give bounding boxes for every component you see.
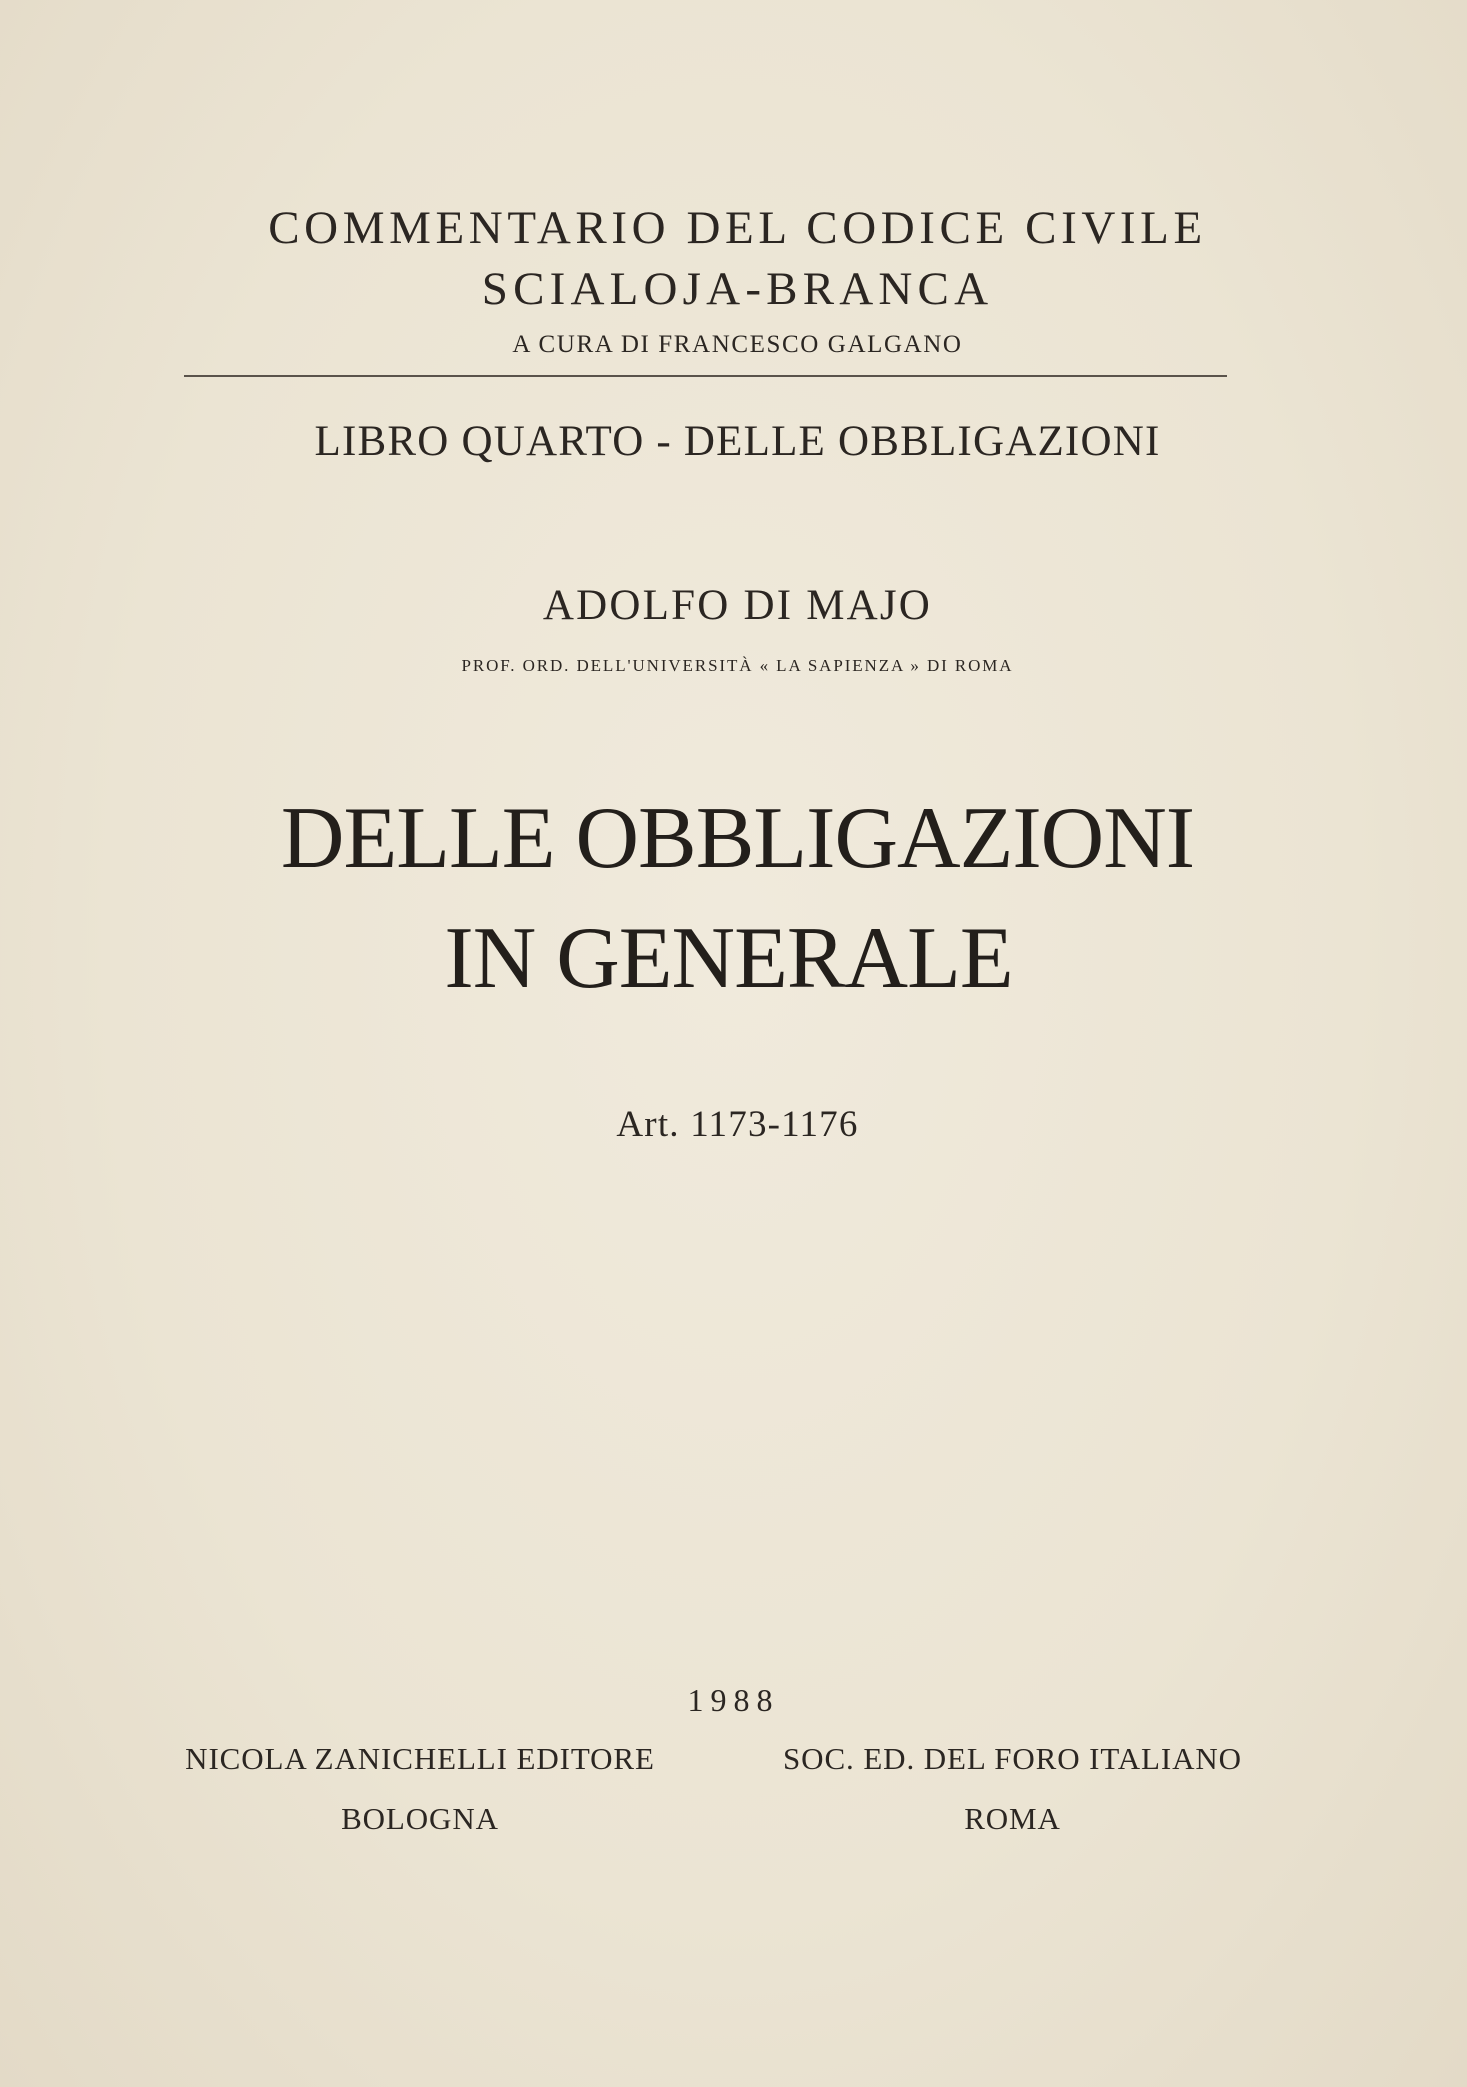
main-title-line-2: IN GENERALE [444, 910, 1013, 1007]
series-editor: A CURA DI FRANCESCO GALGANO [512, 331, 963, 358]
horizontal-rule [184, 375, 1227, 377]
series-title: COMMENTARIO DEL CODICE CIVILE [268, 202, 1207, 254]
publication-year: 1988 [687, 1682, 780, 1718]
main-title-line-1: DELLE OBBLIGAZIONI [280, 790, 1195, 887]
publisher-left: NICOLA ZANICHELLI EDITORE [185, 1741, 655, 1776]
author-name: ADOLFO DI MAJO [542, 582, 933, 629]
city-right: ROMA [964, 1801, 1061, 1836]
book-heading: LIBRO QUARTO - DELLE OBBLIGAZIONI [314, 418, 1161, 465]
publisher-right: SOC. ED. DEL FORO ITALIANO [783, 1741, 1242, 1776]
author-affiliation: PROF. ORD. DELL'UNIVERSITÀ « LA SAPIENZA » DI ROMA [461, 656, 1014, 675]
articles-range: Art. 1173-1176 [616, 1104, 859, 1145]
series-subtitle: SCIALOJA-BRANCA [481, 263, 994, 315]
city-left: BOLOGNA [341, 1801, 499, 1836]
